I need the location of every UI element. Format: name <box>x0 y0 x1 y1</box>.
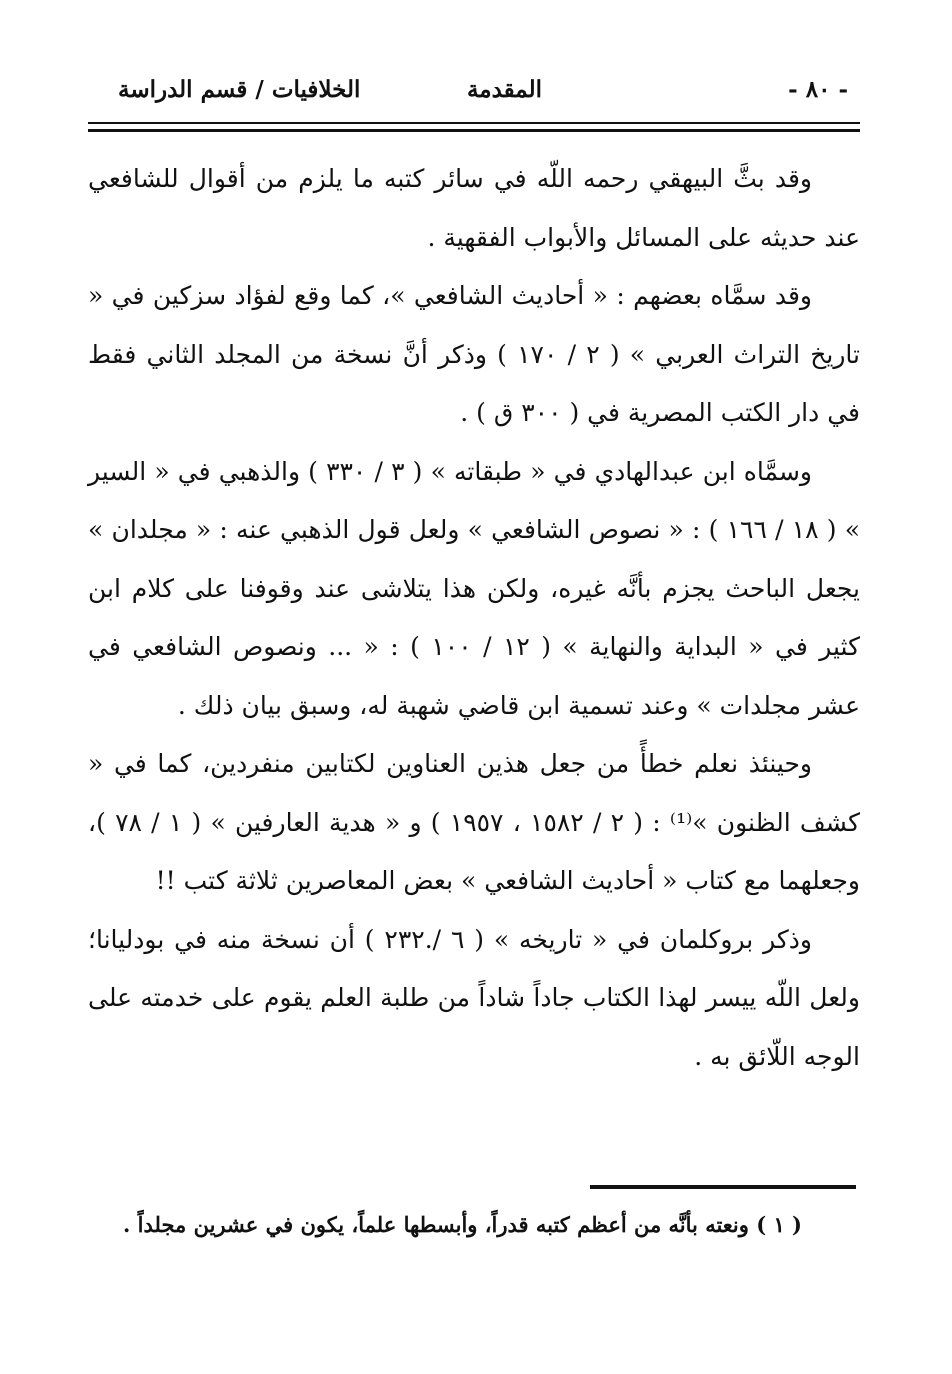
paragraph: وحينئذ نعلم خطأً من جعل هذين العناوين لكتابين منفردين، كما في « كشف الظنون »⁽¹⁾ : ( ٢ / ١٥٨٢ ، ١٩٥٧ ) و « هدية العارفين » ( ١ / ٧٨ )، وجعلهما مع كتاب « أحاديث الشافعي » بعض المعاصرين ثلاثة كتب !! <box>88 749 860 895</box>
main-text <box>88 150 860 1086</box>
running-header <box>88 70 860 114</box>
footnote-separator <box>590 1185 856 1189</box>
header-rule-thin <box>88 122 860 124</box>
paragraph: وذكر بروكلمان في « تاريخه » ( ٦ /.٢٣٢ ) أن نسخة منه في بودليانا؛ ولعل اللّه ييسر لهذا الكتاب جاداً شاداً من طلبة العلم يقوم على خدمته على الوجه اللّائق به . <box>88 924 860 1071</box>
paragraph: وقد سمَّاه بعضهم : « أحاديث الشافعي »، كما وقع لفؤاد سزكين في « تاريخ التراث العربي » ( ٢ / ١٧٠ ) وذكر أنَّ نسخة من المجلد الثاني فقط في دار الكتب المصرية في ( ٣٠٠ ق ) . <box>88 281 860 427</box>
footnote: ( ١ ) ونعته بأنَّه من أعظم كتبه قدراً، وأبسطها علماً، يكون في عشرين مجلداً . <box>123 1212 802 1237</box>
section-title: المقدمة <box>466 76 542 103</box>
header-rule-thick <box>88 129 860 132</box>
page-number: - ٨٠ - <box>788 76 848 103</box>
paragraph: وسمَّاه ابن عبدالهادي في « طبقاته » ( ٣ / ٣٣٠ ) والذهبي في « السير » ( ١٨ / ١٦٦ ) : « نصوص الشافعي » ولعل قول الذهبي عنه : « مجلدان » يجعل الباحث يجزم بأنَّه غيره، ولكن هذا يتلاشى عند وقوفنا على كلام ابن كثير في « البداية والنهاية » ( ١٢ / ١٠٠ ) : « ... ونصوص الشافعي في عشر مجلدات » وعند تسمية ابن قاضي شهبة له، وسبق بيان ذلك . <box>88 456 860 720</box>
paragraph: وقد بثَّ البيهقي رحمه اللّه في سائر كتبه ما يلزم من أقوال للشافعي عند حديثه على المسائل والأبواب الفقهية . <box>88 164 860 252</box>
book-title: الخلافيات / قسم الدراسة <box>118 76 361 103</box>
